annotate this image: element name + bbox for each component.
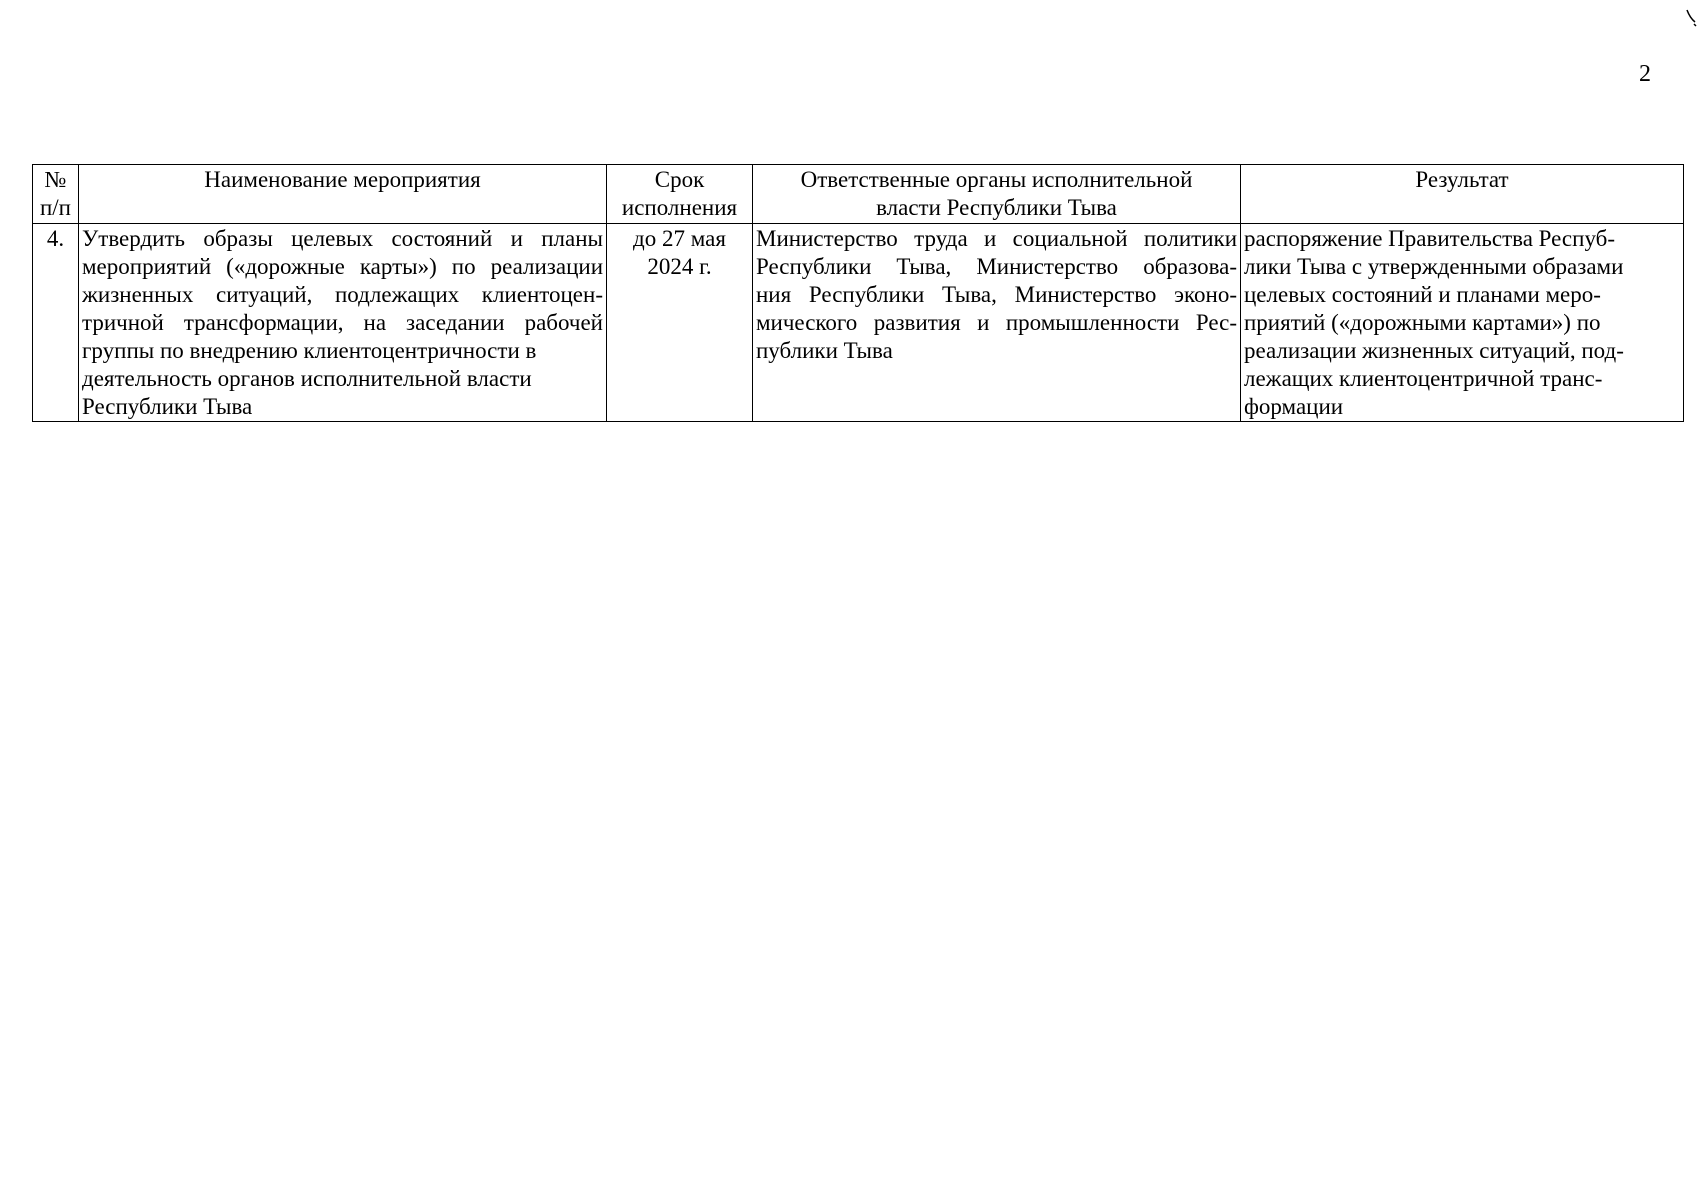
activity-line: жизненных ситуаций, подлежащих клиентоцен- <box>82 282 603 307</box>
row-number: 4. <box>33 224 79 422</box>
header-result <box>1241 165 1684 224</box>
deadline-line: 2024 г. <box>647 254 712 279</box>
responsible-line: Республики Тыва, Министерство образова- <box>756 254 1237 279</box>
responsible-line: Министерство труда и социальной политики <box>756 226 1237 251</box>
row-deadline <box>607 224 753 422</box>
header-org <box>753 165 1241 224</box>
row-activity-name <box>79 224 607 422</box>
header-org-line: власти Республики Тыва <box>876 195 1117 220</box>
activity-line: Республики Тыва <box>82 394 253 419</box>
header-num-line: № <box>44 167 67 192</box>
result-line: распоряжение Правительства Респуб- <box>1244 226 1616 251</box>
activity-line: тричной трансформации, на заседании рабочей <box>82 310 603 335</box>
table-row <box>33 224 1684 422</box>
table-body <box>33 224 1684 422</box>
header-name-line: Наименование мероприятия <box>204 167 481 192</box>
page-number: 2 <box>1639 61 1651 87</box>
responsible-line: публики Тыва <box>756 338 893 363</box>
activity-line: мероприятий («дорожные карты») по реализации <box>82 254 603 279</box>
activity-line: Утвердить образы целевых состояний и планы <box>82 226 603 251</box>
scan-corner-mark <box>1685 6 1697 28</box>
row-result <box>1241 224 1684 422</box>
header-result-line: Результат <box>1415 167 1509 192</box>
row-responsible-bodies <box>753 224 1241 422</box>
activity-line: группы по внедрению клиентоцентричности в <box>82 338 537 363</box>
header-org-line: Ответственные органы исполнительной <box>800 167 1193 192</box>
table-header <box>33 165 1684 224</box>
header-term-line: исполнения <box>621 195 738 220</box>
action-plan-table <box>32 164 1684 422</box>
activity-line: деятельность органов исполнительной власти <box>82 366 532 391</box>
deadline-line: до 27 мая <box>633 226 726 251</box>
header-num-line: п/п <box>39 195 71 220</box>
responsible-line: ния Республики Тыва, Министерство эконо- <box>756 282 1237 307</box>
result-line: лики Тыва с утвержденными образами <box>1244 254 1624 279</box>
result-line: лежащих клиентоцентричной транс- <box>1244 366 1603 391</box>
result-line: целевых состояний и планами меро- <box>1244 282 1601 307</box>
header-term-line: Срок <box>654 167 705 192</box>
result-line: формации <box>1244 394 1344 419</box>
header-row <box>33 165 1684 224</box>
header-name <box>79 165 607 224</box>
result-line: приятий («дорожными картами») по <box>1244 310 1601 335</box>
result-line: реализации жизненных ситуаций, под- <box>1244 338 1624 363</box>
header-term <box>607 165 753 224</box>
header-num <box>33 165 79 224</box>
responsible-line: мического развития и промышленности Рес- <box>756 310 1237 335</box>
